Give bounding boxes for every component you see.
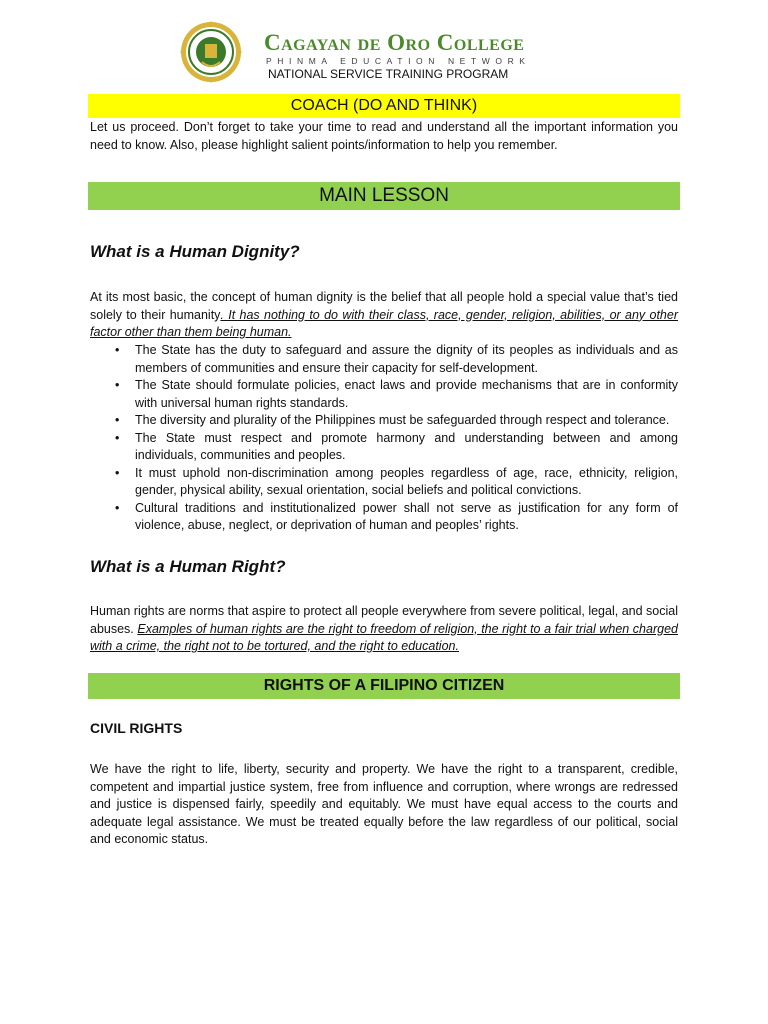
bullet-mark: • bbox=[115, 378, 120, 392]
list-item bbox=[90, 412, 678, 430]
human-dignity-intro bbox=[90, 289, 678, 342]
list-item bbox=[90, 430, 678, 465]
list-item bbox=[90, 500, 678, 535]
list-item-text: The diversity and plurality of the Philippines must be safeguarded through respect and tolerance. bbox=[135, 413, 670, 427]
human-right-heading: What is a Human Right? bbox=[90, 557, 286, 576]
bullet-mark: • bbox=[115, 413, 120, 427]
bullet-mark: • bbox=[115, 343, 120, 357]
human-dignity-heading: What is a Human Dignity? bbox=[90, 242, 300, 261]
human-right-intro-emphasis: Examples of human rights are the right to freedom of religion, the right to a fair trial when charged with a crime, the right not to be tortured, and the right to education. bbox=[90, 621, 678, 653]
page-header bbox=[178, 20, 531, 84]
rights-filipino-banner: RIGHTS OF A FILIPINO CITIZEN bbox=[88, 673, 680, 699]
college-name: Cagayan de Oro College bbox=[264, 30, 525, 55]
coach-body: Let us proceed. Don’t forget to take your time to read and understand all the important information you need to know. Also, please highlight salient points/information to help you remember. bbox=[90, 120, 678, 152]
coach-banner: COACH (DO AND THINK) bbox=[88, 94, 680, 118]
bullet-mark: • bbox=[115, 430, 120, 445]
bullet-mark: • bbox=[115, 500, 120, 515]
main-lesson-banner: MAIN LESSON bbox=[88, 182, 680, 210]
civil-rights-heading: CIVIL RIGHTS bbox=[90, 720, 183, 736]
human-dignity-intro-plain: At its most basic, the concept of human dignity is the belief that all people hold a special value that’s tied solely to their humanity bbox=[90, 290, 678, 322]
bullet-mark: • bbox=[115, 465, 120, 480]
list-item bbox=[90, 342, 678, 377]
list-item bbox=[90, 465, 678, 500]
list-item bbox=[90, 377, 678, 412]
list-item-text: The State should formulate policies, enact laws and provide mechanisms that are in conformity with universal human rights standards. bbox=[135, 378, 678, 410]
civil-rights-body: We have the right to life, liberty, security and property. We have the right to a transparent, credible, competent and impartial justice system, free from influence and corruption, where wrongs are redressed and justice is dispensed fairly, speedily and equitably. We must have equal access to the courts and adequate legal assistance. We must be treated equally before the law regardless of our political, social and economic status. bbox=[90, 762, 678, 846]
network-name: PHINMA EDUCATION NETWORK bbox=[266, 56, 531, 66]
human-right-intro bbox=[90, 603, 678, 656]
human-right-intro-plain: Human rights are norms that aspire to protect all people everywhere from severe political, legal, and social abuses. bbox=[90, 604, 678, 636]
dignity-bullet-list bbox=[90, 342, 678, 535]
list-item-text: Cultural traditions and institutionalized power shall not serve as justification for any form of violence, abuse, neglect, or deprivation of human and peoples’ rights. bbox=[135, 500, 678, 532]
program-name: NATIONAL SERVICE TRAINING PROGRAM bbox=[268, 67, 509, 81]
list-item-text: The State must respect and promote harmony and understanding between and among individuals, communities and peoples. bbox=[135, 430, 678, 462]
college-seal-icon bbox=[178, 20, 244, 84]
list-item-text: The State has the duty to safeguard and assure the dignity of its peoples as individuals and as members of communities and ensure their capacity for self-development. bbox=[135, 343, 678, 375]
human-dignity-intro-emphasis: . It has nothing to do with their class, race, gender, religion, abilities, or any other factor other than them being human. bbox=[90, 307, 678, 339]
list-item-text: It must uphold non-discrimination among peoples regardless of age, race, ethnicity, religion, gender, physical ability, sexual orientation, social beliefs and political convictions. bbox=[135, 465, 678, 497]
